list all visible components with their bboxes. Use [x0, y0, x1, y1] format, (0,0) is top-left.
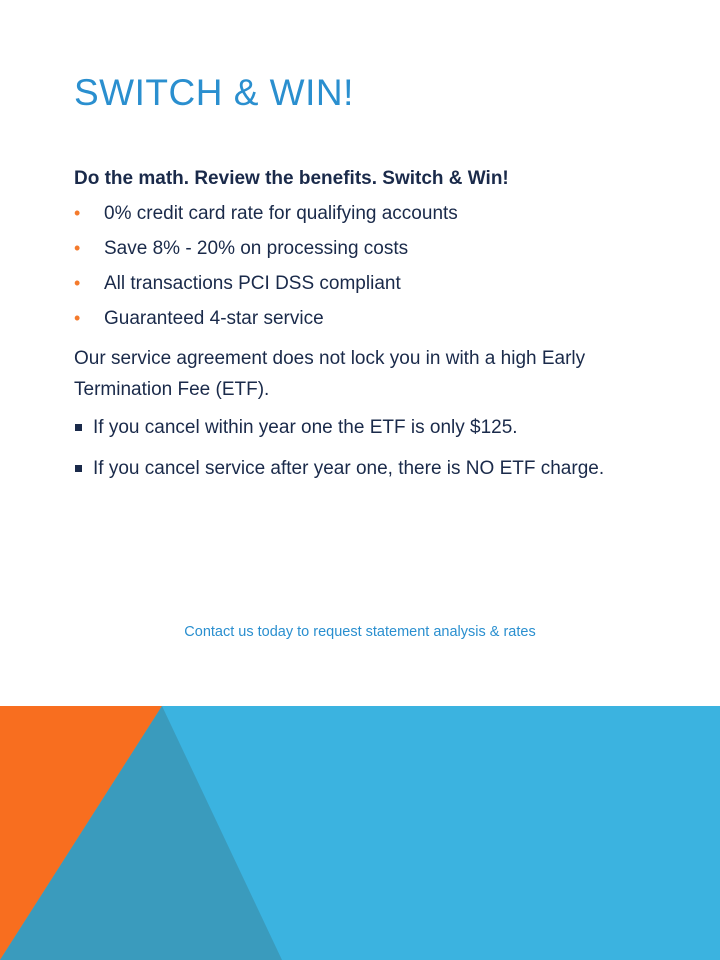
etf-text: If you cancel within year one the ETF is only $125.: [93, 417, 518, 438]
etf-item: [74, 414, 604, 455]
benefit-item: [74, 235, 458, 270]
benefit-text: 0% credit card rate for qualifying accounts: [104, 203, 458, 224]
footer-decoration: [0, 706, 720, 960]
bullet-dot-icon: •: [74, 203, 81, 223]
bullet-dot-icon: •: [74, 238, 81, 258]
etf-item: [74, 455, 604, 496]
square-bullet-icon: [75, 465, 82, 472]
benefits-list: [74, 200, 458, 340]
benefit-item: [74, 305, 458, 340]
contact-link[interactable]: Contact us today to request statement analysis & rates: [184, 624, 536, 640]
benefit-item: [74, 200, 458, 235]
benefit-text: Guaranteed 4-star service: [104, 308, 324, 329]
etf-text: If you cancel service after year one, there is NO ETF charge.: [93, 458, 605, 479]
etf-list: [74, 414, 604, 496]
benefit-text: Save 8% - 20% on processing costs: [104, 238, 409, 259]
benefit-item: [74, 270, 458, 305]
bullet-dot-icon: •: [74, 273, 81, 293]
benefit-text: All transactions PCI DSS compliant: [104, 273, 401, 294]
agreement-text: Our service agreement does not lock you in with a high Early Termination Fee (ETF).: [74, 348, 586, 400]
slide-title: SWITCH & WIN!: [74, 72, 354, 113]
bullet-dot-icon: •: [74, 308, 81, 328]
intro-heading: Do the math. Review the benefits. Switch & Win!: [74, 168, 509, 189]
square-bullet-icon: [75, 424, 82, 431]
